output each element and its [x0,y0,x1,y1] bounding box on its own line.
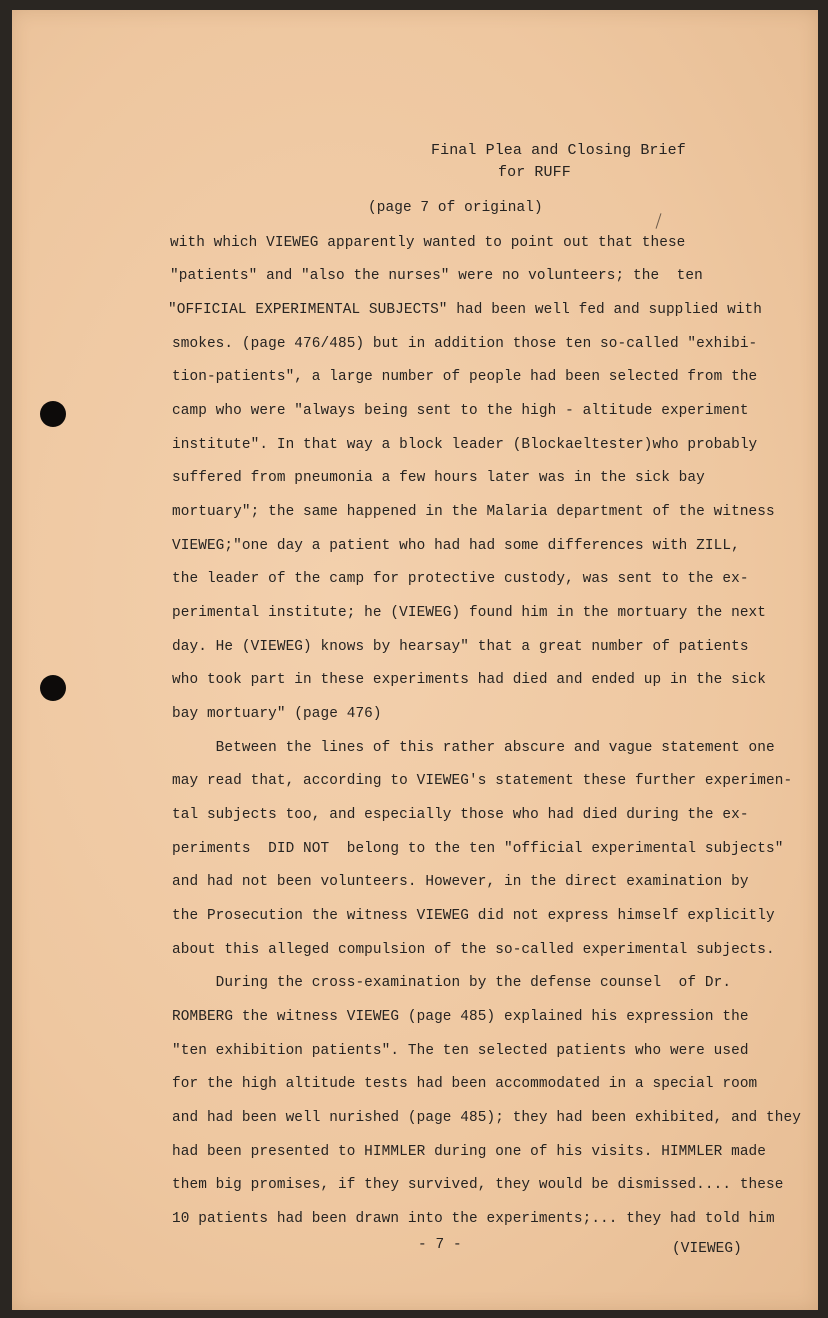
body-line: the leader of the camp for protective custody, was sent to the ex- [172,571,749,587]
body-line: VIEWEG;"one day a patient who had had some differences with ZILL, [172,538,740,554]
body-line: and had not been volunteers. However, in the direct examination by [172,874,749,890]
catchword: (VIEWEG) [672,1241,742,1257]
body-line: the Prosecution the witness VIEWEG did not express himself explicitly [172,908,775,924]
body-line: may read that, according to VIEWEG's statement these further experimen- [172,773,793,789]
body-line: smokes. (page 476/485) but in addition those ten so-called "exhibi- [172,336,758,352]
body-line: During the cross-examination by the defense counsel of Dr. [172,975,732,991]
body-line: institute". In that way a block leader (Blockaeltester)who probably [172,437,758,453]
page-reference: (page 7 of original) [368,200,543,216]
body-line: 10 patients had been drawn into the experiments;... they had told him [172,1211,775,1227]
body-line: ROMBERG the witness VIEWEG (page 485) explained his expression the [172,1009,749,1025]
body-line: camp who were "always being sent to the high - altitude experiment [172,403,749,419]
pen-tick-mark [656,213,662,229]
body-line: "ten exhibition patients". The ten selected patients who were used [172,1043,749,1059]
body-line: bay mortuary" (page 476) [172,706,382,722]
body-line: for the high altitude tests had been accommodated in a special room [172,1076,758,1092]
body-line: perimental institute; he (VIEWEG) found him in the mortuary the next [172,605,767,621]
body-line: about this alleged compulsion of the so-called experimental subjects. [172,942,775,958]
document-title-line-1: Final Plea and Closing Brief [431,142,686,159]
body-line: periments DID NOT belong to the ten "official experimental subjects" [172,841,784,857]
punch-hole-bottom [40,675,66,701]
body-line: "OFFICIAL EXPERIMENTAL SUBJECTS" had been well fed and supplied with [168,302,763,318]
punch-hole-top [40,401,66,427]
body-line: with which VIEWEG apparently wanted to point out that these [170,235,686,251]
body-line: them big promises, if they survived, they would be dismissed.... these [172,1177,784,1193]
document-page [12,10,818,1310]
body-line: "patients" and "also the nurses" were no volunteers; the ten [170,268,703,284]
body-line: tion-patients", a large number of people had been selected from the [172,369,758,385]
body-line: suffered from pneumonia a few hours later was in the sick bay [172,470,705,486]
body-line: mortuary"; the same happened in the Malaria department of the witness [172,504,775,520]
body-line: who took part in these experiments had died and ended up in the sick [172,672,767,688]
body-line: had been presented to HIMMLER during one of his visits. HIMMLER made [172,1144,767,1160]
body-line: and had been well nurished (page 485); they had been exhibited, and they [172,1110,801,1126]
page-number: - 7 - [418,1237,462,1253]
document-title-line-2: for RUFF [498,164,571,181]
body-line: Between the lines of this rather abscure and vague statement one [172,740,775,756]
body-line: tal subjects too, and especially those who had died during the ex- [172,807,749,823]
body-line: day. He (VIEWEG) knows by hearsay" that a great number of patients [172,639,749,655]
